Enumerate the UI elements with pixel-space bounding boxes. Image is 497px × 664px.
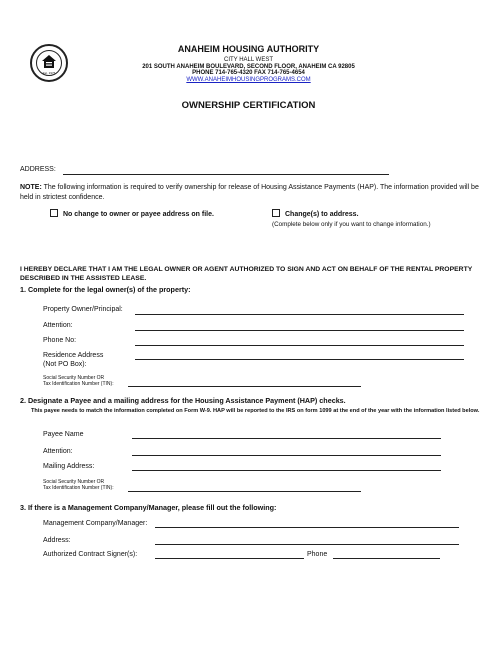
- payee-ssn-label-line2: Tax Identification Number (TIN):: [43, 485, 114, 491]
- org-phone-fax: PHONE 714-765-4320 FAX 714-765-4654: [192, 70, 305, 76]
- org-website-link[interactable]: WWW.ANAHEIMHOUSINGPROGRAMS.COM: [186, 76, 311, 83]
- owner-attention-label: Attention:: [43, 322, 73, 329]
- management-address-field[interactable]: [155, 544, 459, 545]
- residence-label-line2: (Not PO Box):: [43, 361, 87, 368]
- note-label: NOTE:: [20, 184, 42, 191]
- owner-ssn-label-line1: Social Security Number OR: [43, 375, 105, 381]
- management-company-field[interactable]: [155, 527, 459, 528]
- org-name: ANAHEIM HOUSING AUTHORITY: [177, 44, 320, 54]
- payee-attention-field[interactable]: [132, 455, 441, 456]
- section1-heading: 1. Complete for the legal owner(s) of the property:: [20, 285, 191, 294]
- logo-est-text: Est. 1976: [42, 71, 56, 75]
- address-field[interactable]: [63, 174, 389, 175]
- owner-phone-field[interactable]: [135, 345, 464, 346]
- management-phone-field[interactable]: [333, 558, 440, 559]
- change-label: Change(s) to address.: [285, 210, 359, 218]
- management-phone-label: Phone: [307, 551, 328, 558]
- owner-label: Property Owner/Principal:: [43, 306, 123, 313]
- residence-field[interactable]: [135, 359, 464, 360]
- mailing-address-label: Mailing Address:: [43, 463, 95, 470]
- owner-ssn-label-line2: Tax Identification Number (TIN):: [43, 381, 114, 387]
- change-option[interactable]: [272, 210, 359, 218]
- management-address-label: Address:: [43, 537, 71, 544]
- no-change-option[interactable]: [50, 210, 214, 218]
- payee-field[interactable]: [132, 438, 441, 439]
- residence-label-line1: Residence Address: [43, 352, 104, 359]
- contract-signer-field[interactable]: [155, 558, 304, 559]
- no-change-checkbox[interactable]: [50, 209, 58, 217]
- org-building: CITY HALL WEST: [223, 57, 273, 63]
- change-checkbox[interactable]: [272, 209, 280, 217]
- declaration-text: I HEREBY DECLARE THAT I AM THE LEGAL OWNER OR AGENT AUTHORIZED TO SIGN AND ACT ON BEHALF OF THE RENTAL PROPERTY DESCRIBED IN THE ASSISTED LEASE.: [20, 266, 473, 282]
- owner-field[interactable]: [135, 314, 464, 315]
- address-label: ADDRESS:: [20, 166, 56, 173]
- management-company-label: Management Company/Manager:: [43, 520, 148, 527]
- section2-subtext: This payee needs to match the information completed on Form W-9. HAP will be reported to the IRS on form 1099 at the end of the year with the information listed below.: [31, 408, 480, 414]
- section3-heading: 3. If there is a Management Company/Manager, please fill out the following:: [20, 503, 277, 512]
- no-change-label: No change to owner or payee address on file.: [63, 210, 214, 218]
- page-title: OWNERSHIP CERTIFICATION: [181, 100, 316, 111]
- owner-attention-field[interactable]: [135, 330, 464, 331]
- owner-ssn-field[interactable]: [128, 386, 361, 387]
- residence-label: [43, 351, 103, 369]
- mailing-address-field[interactable]: [132, 470, 441, 471]
- contract-signer-label: Authorized Contract Signer(s):: [43, 551, 138, 558]
- owner-ssn-label: [43, 375, 114, 387]
- payee-ssn-label-line1: Social Security Number OR: [43, 479, 105, 485]
- change-hint: (Complete below only if you want to change information.): [272, 221, 431, 228]
- payee-attention-label: Attention:: [43, 448, 73, 455]
- section2-heading: 2. Designate a Payee and a mailing address for the Housing Assistance Payment (HAP) checks.: [20, 396, 346, 405]
- note-text: The following information is required to verify ownership for release of Housing Assistance Payments (HAP). The information provided will be held in strictest confidence.: [20, 184, 479, 201]
- owner-phone-label: Phone No:: [43, 337, 77, 344]
- org-address: 201 SOUTH ANAHEIM BOULEVARD, SECOND FLOOR, ANAHEIM CA 92805: [142, 63, 355, 70]
- payee-ssn-field[interactable]: [128, 491, 361, 492]
- payee-label: Payee Name: [43, 431, 84, 438]
- note-paragraph: [20, 183, 480, 203]
- payee-ssn-label: [43, 479, 114, 491]
